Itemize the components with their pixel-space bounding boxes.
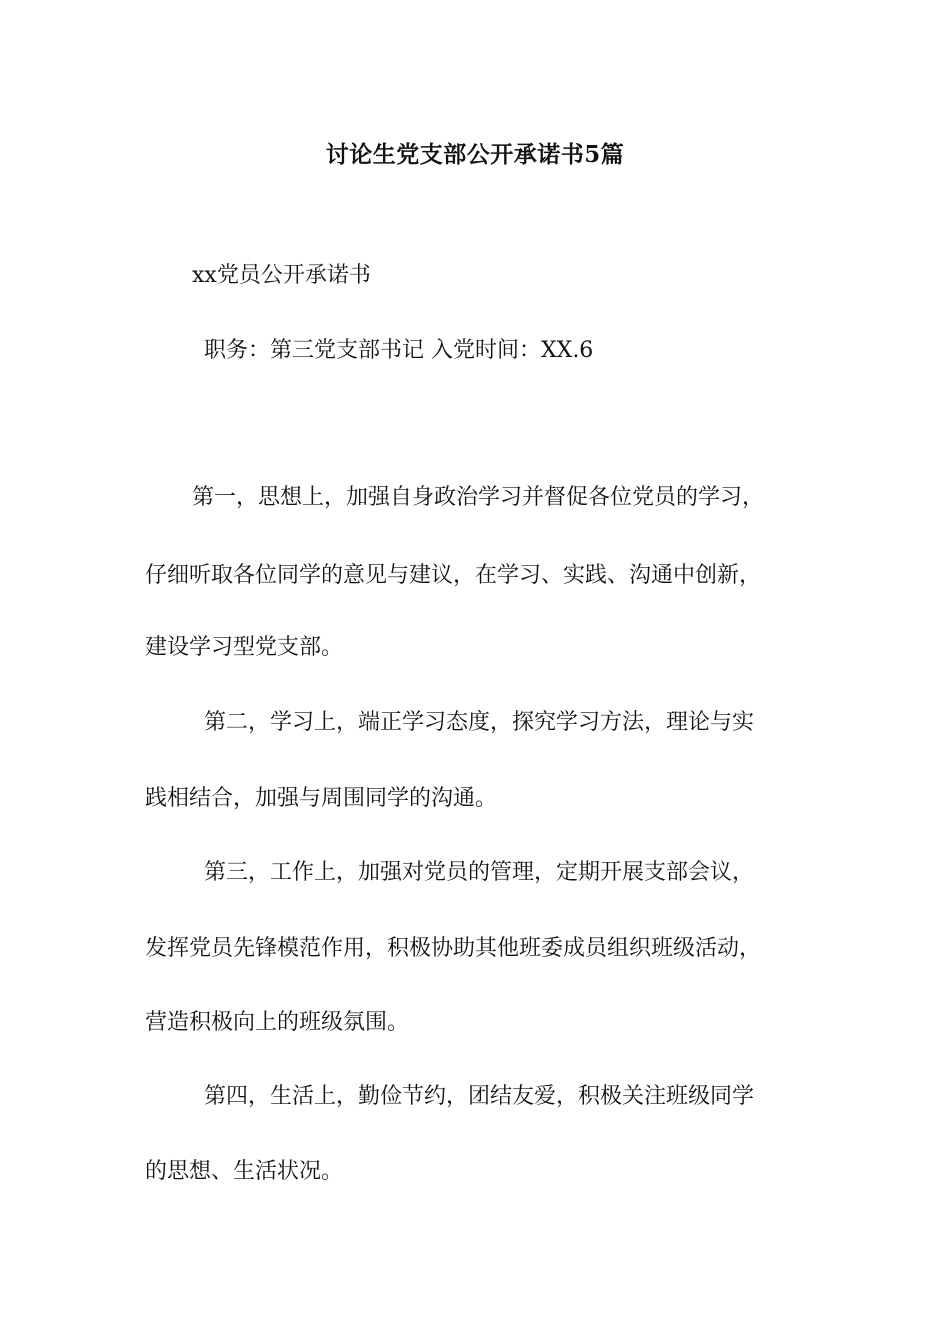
paragraph-line: 建设学习型党支部。 [145, 635, 344, 660]
document-heading: xx党员公开承诺书 [192, 263, 371, 288]
paragraph-line: 第二，学习上，端正学习态度，探究学习方法，理论与实 [204, 710, 755, 735]
document-title: 讨论生党支部公开承诺书5篇 [325, 141, 625, 168]
paragraph-line: 第一，思想上，加强自身政治学习并督促各位党员的学习， [192, 485, 765, 510]
paragraph-line: 践相结合，加强与周围同学的沟通。 [145, 786, 498, 811]
paragraph-line: 第三，工作上，加强对党员的管理，定期开展支部会议， [204, 860, 755, 885]
document-meta-line: 职务：第三党支部书记 入党时间：XX.6 [204, 338, 594, 363]
paragraph-line: 的思想、生活状况。 [145, 1159, 344, 1184]
paragraph-line: 第四，生活上，勤俭节约，团结友爱，积极关注班级同学 [204, 1084, 755, 1109]
paragraph-line: 仔细听取各位同学的意见与建议，在学习、实践、沟通中创新， [145, 563, 762, 588]
paragraph-line: 营造积极向上的班级氛围。 [145, 1010, 410, 1035]
paragraph-line: 发挥党员先锋模范作用，积极协助其他班委成员组织班级活动， [145, 936, 762, 961]
